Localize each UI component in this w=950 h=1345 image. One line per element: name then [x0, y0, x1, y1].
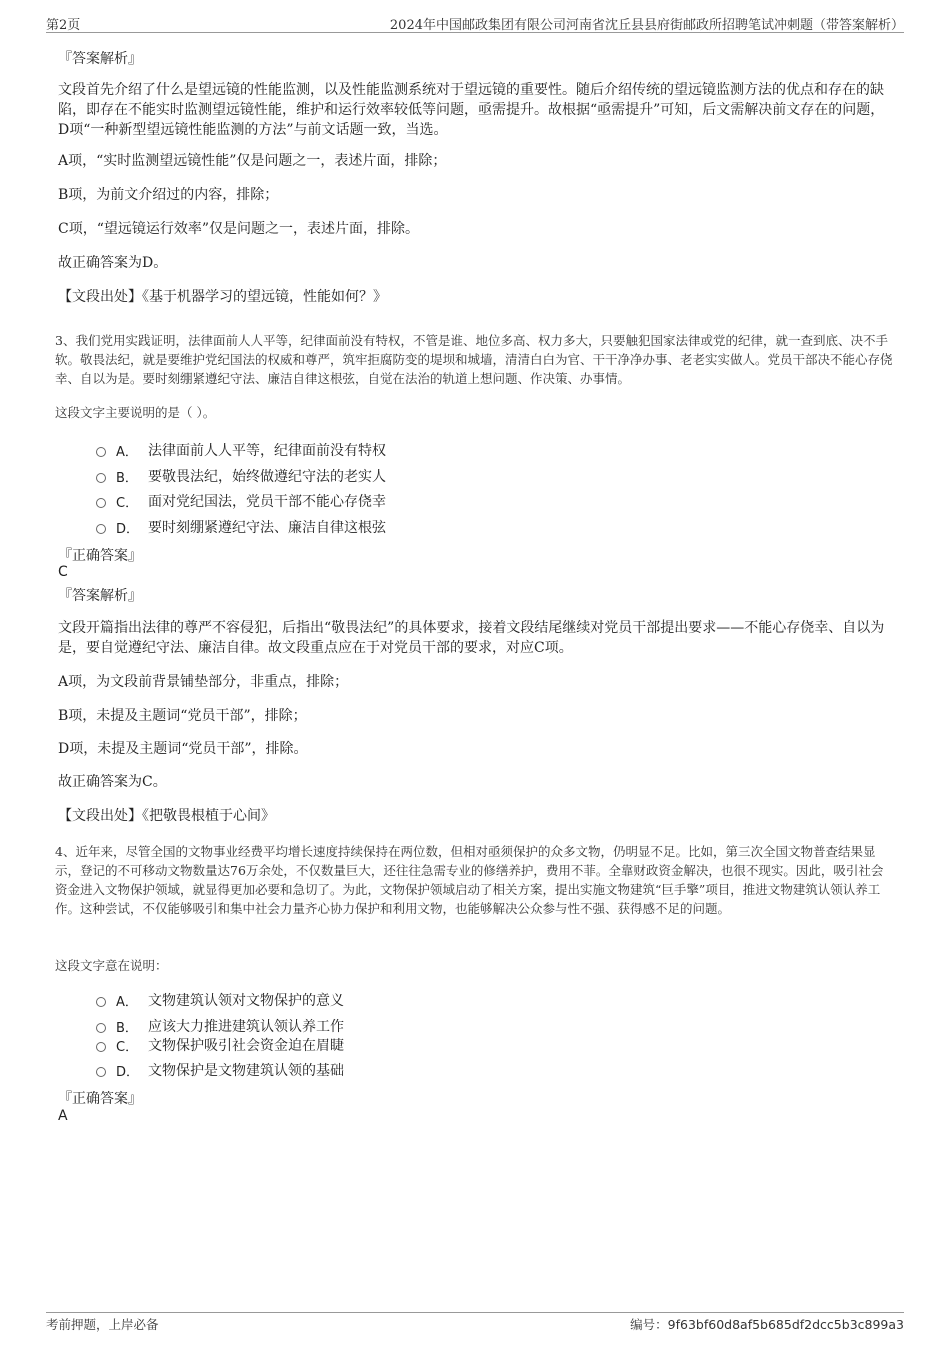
analysis-conclusion: 故正确答案为D。 [58, 255, 168, 271]
analysis-heading: 『答案解析』 [58, 588, 142, 604]
radio-icon[interactable] [96, 1067, 106, 1077]
radio-icon[interactable] [96, 524, 106, 534]
option-key: D． [116, 521, 140, 537]
page-footer [46, 1312, 904, 1332]
footer-slogan: 考前押题，上岸必备 [46, 1317, 159, 1332]
option-c[interactable] [96, 491, 386, 511]
question-stem: 4、近年来，尽管全国的文物事业经费平均增长速度持续保持在两位数，但相对亟须保护的众多文物，仍明显不足。比如，第三次全国文物普查结果显示，登记的不可移动文物数量达76万余处，不仅数量巨大，还往往急需专业的修缮养护，费用不菲。全靠财政资金解决，也很不现实。因此，吸引社会资金进入文物保护领域，就显得更加必要和急切了。为此，文物保护领域启动了相关方案，提出实施文物建筑“巨手擎”项目，推进文物建筑认领认养工作。这种尝试，不仅能够吸引和集中社会力量齐心协力保护和利用文物，也能够解决公众参与性不强、获得感不足的问题。 [55, 844, 884, 916]
analysis-option-b: B项，为前文介绍过的内容，排除； [58, 187, 279, 203]
option-d[interactable] [96, 1060, 344, 1080]
option-text: 文物保护是文物建筑认领的基础 [148, 1063, 344, 1079]
option-d[interactable] [96, 517, 386, 537]
analysis-option-c: C项，“望远镜运行效率”仅是问题之一，表述片面，排除。 [58, 221, 420, 237]
option-key: D． [116, 1064, 140, 1080]
document-id: 编号：9f63bf60d8af5b685df2dcc5b3c899a3 [630, 1317, 904, 1332]
option-a[interactable] [96, 440, 386, 460]
option-b[interactable] [96, 466, 386, 486]
radio-icon[interactable] [96, 447, 106, 457]
option-key: C． [116, 1039, 139, 1055]
question-prompt: 这段文字主要说明的是（ ）。 [55, 405, 216, 420]
option-a[interactable] [96, 990, 344, 1010]
radio-icon[interactable] [96, 997, 106, 1007]
option-key: A． [116, 444, 138, 460]
analysis-heading: 『答案解析』 [58, 51, 142, 67]
document-title: 2024年中国邮政集团有限公司河南省沈丘县县府街邮政所招聘笔试冲刺题（带答案解析） [389, 18, 904, 33]
option-b[interactable] [96, 1016, 344, 1036]
analysis-option-b: B项，未提及主题词“党员干部”，排除； [58, 708, 307, 724]
analysis-text: 文段首先介绍了什么是望远镜的性能监测，以及性能监测系统对于望远镜的重要性。随后介绍传统的望远镜监测方法的优点和存在的缺陷，即存在不能实时监测望远镜性能，维护和运行效率较低等问题，亟需提升。故根据“亟需提升”可知，后文需解决前文存在的问题，D项“一种新型望远镜性能监测的方法”与前文话题一致，当选。 [58, 82, 885, 138]
radio-icon[interactable] [96, 1042, 106, 1052]
answer-heading: 『正确答案』 [58, 548, 142, 564]
radio-icon[interactable] [96, 1023, 106, 1033]
option-text: 法律面前人人平等，纪律面前没有特权 [148, 443, 386, 459]
radio-icon[interactable] [96, 498, 106, 508]
correct-answer: A [58, 1108, 68, 1124]
analysis-text: 文段开篇指出法律的尊严不容侵犯，后指出“敬畏法纪”的具体要求，接着文段结尾继续对党员干部提出要求——不能心存侥幸、自以为是，要自觉遵纪守法、廉洁自律。故文段重点应在于对党员干部的要求，对应C项。 [58, 620, 885, 656]
option-text: 应该大力推进建筑认领认养工作 [148, 1019, 344, 1035]
option-key: C． [116, 495, 139, 511]
page-header [46, 14, 904, 33]
option-text: 要敬畏法纪，始终做遵纪守法的老实人 [148, 469, 386, 485]
option-c[interactable] [96, 1035, 344, 1055]
source-citation: 【文段出处】《基于机器学习的望远镜，性能如何？》 [58, 289, 387, 305]
analysis-option-a: A项，“实时监测望远镜性能”仅是问题之一，表述片面，排除； [58, 153, 447, 169]
option-key: B． [116, 1020, 138, 1036]
option-text: 文物建筑认领对文物保护的意义 [148, 993, 344, 1009]
option-text: 面对党纪国法，党员干部不能心存侥幸 [148, 494, 386, 510]
analysis-option-d: D项，未提及主题词“党员干部”，排除。 [58, 741, 308, 757]
question-prompt: 这段文字意在说明： [55, 958, 168, 973]
option-key: A． [116, 994, 138, 1010]
option-text: 要时刻绷紧遵纪守法、廉洁自律这根弦 [148, 520, 386, 536]
option-key: B． [116, 470, 138, 486]
option-text: 文物保护吸引社会资金迫在眉睫 [148, 1038, 344, 1054]
analysis-conclusion: 故正确答案为C。 [58, 774, 167, 790]
source-citation: 【文段出处】《把敬畏根植于心间》 [58, 808, 275, 824]
page-number: 第2页 [46, 18, 81, 33]
analysis-option-a: A项，为文段前背景铺垫部分，非重点，排除； [58, 674, 349, 690]
radio-icon[interactable] [96, 473, 106, 483]
answer-heading: 『正确答案』 [58, 1091, 142, 1107]
question-stem: 3、我们党用实践证明，法律面前人人平等，纪律面前没有特权，不管是谁、地位多高、权力多大，只要触犯国家法律或党的纪律，就一查到底、决不手软。敬畏法纪，就是要维护党纪国法的权威和尊严，筑牢拒腐防变的堤坝和城墙，清清白白为官、干干净净办事、老老实实做人。党员干部决不能心存侥幸、自以为是。要时刻绷紧遵纪守法、廉洁自律这根弦，自觉在法治的轨道上想问题、作决策、办事情。 [55, 333, 893, 386]
correct-answer: C [58, 564, 68, 580]
